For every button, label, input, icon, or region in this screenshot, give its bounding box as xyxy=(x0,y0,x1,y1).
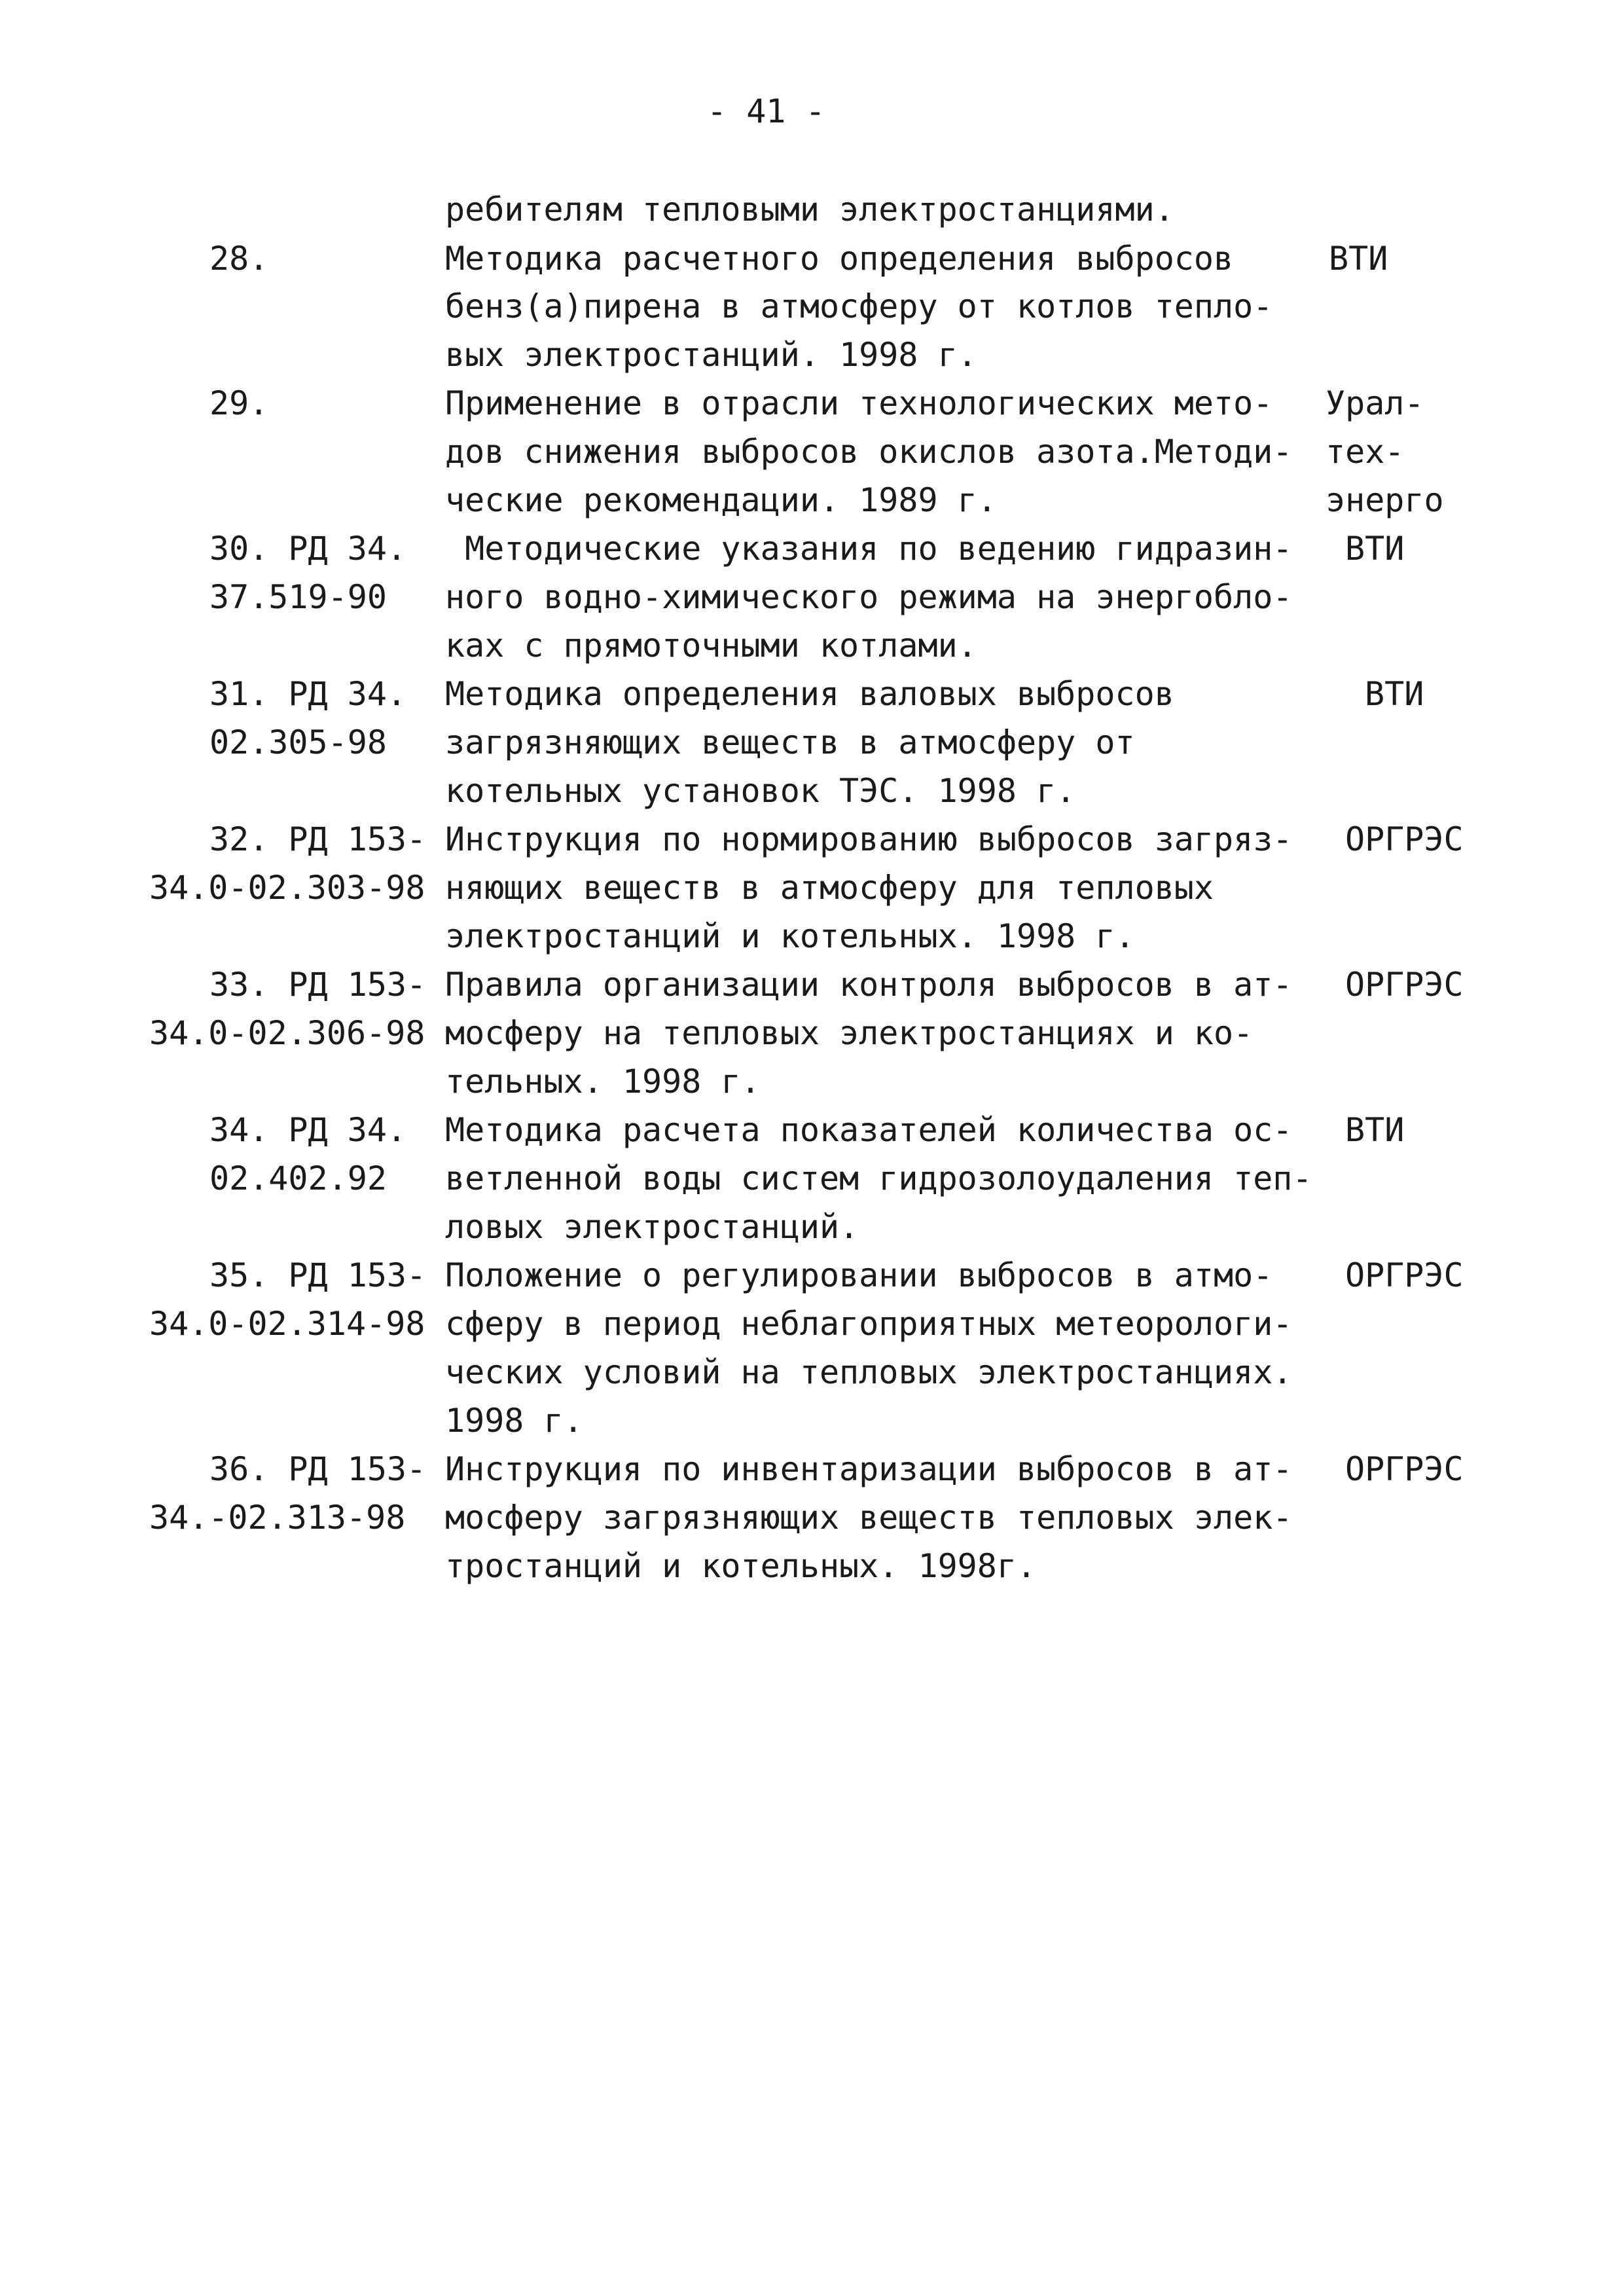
entry-description: Методика определения валовых выбросов xyxy=(445,675,1174,713)
entry-description: вых электростанций. 1998 г. xyxy=(445,336,977,374)
entry-description: Инструкция по инвентаризации выбросов в ат- xyxy=(445,1450,1293,1488)
entry-number: 35. РД 153- xyxy=(209,1256,427,1294)
entry-organization: тех- xyxy=(1326,433,1405,471)
entry-organization: ВТИ xyxy=(1345,1111,1405,1149)
entry-organization: ОРГРЭС xyxy=(1345,1450,1464,1488)
entry-description: ческих условий на тепловых электростанциях. xyxy=(445,1353,1293,1391)
entry-number: 37.519-90 xyxy=(209,578,387,616)
entry-description: дов снижения выбросов окислов азота.Методи- xyxy=(445,433,1293,471)
entry-description: ного водно-химического режима на энергобло- xyxy=(445,578,1293,616)
entry-number: 02.305-98 xyxy=(209,723,387,761)
entry-description: няющих веществ в атмосферу для тепловых xyxy=(445,869,1214,907)
entry-number: 30. РД 34. xyxy=(209,530,407,568)
entry-description: электростанций и котельных. 1998 г. xyxy=(445,917,1135,955)
entry-number: 34.0-02.314-98 xyxy=(149,1305,425,1343)
entry-description: ческие рекомендации. 1989 г. xyxy=(445,481,997,519)
entry-organization: ВТИ xyxy=(1329,240,1388,278)
entry-description: Правила организации контроля выбросов в ат- xyxy=(445,966,1293,1004)
entry-description: мосферу загрязняющих веществ тепловых элек- xyxy=(445,1499,1293,1537)
entry-description: котельных установок ТЭС. 1998 г. xyxy=(445,772,1076,810)
entry-description: Методика расчетного определения выбросов xyxy=(445,240,1234,278)
entry-number: 32. РД 153- xyxy=(209,820,427,858)
entry-organization: ВТИ xyxy=(1345,530,1405,568)
entry-number: 34.-02.313-98 xyxy=(149,1499,406,1537)
entry-number: 34.0-02.306-98 xyxy=(149,1014,425,1052)
entry-number: 34. РД 34. xyxy=(209,1111,407,1149)
entry-description: 1998 г. xyxy=(445,1402,583,1440)
continuation-text: ребителям тепловыми электростанциями. xyxy=(445,191,1174,228)
entry-number: 29. xyxy=(209,384,269,422)
entry-description: Методические указания по ведению гидразин- xyxy=(445,530,1293,568)
entry-organization: ОРГРЭС xyxy=(1345,1256,1464,1294)
entry-organization: ОРГРЭС xyxy=(1345,966,1464,1004)
entry-organization: Урал- xyxy=(1326,384,1424,422)
entry-description: ках с прямоточными котлами. xyxy=(445,627,977,665)
entry-description: ветленной воды систем гидрозолоудаления теп- xyxy=(445,1159,1312,1197)
entry-organization: энерго xyxy=(1326,481,1444,519)
entry-number: 02.402.92 xyxy=(209,1159,387,1197)
entry-organization: ВТИ xyxy=(1365,675,1424,713)
entry-description: тельных. 1998 г. xyxy=(445,1063,761,1101)
entry-number: 31. РД 34. xyxy=(209,675,407,713)
entry-number: 36. РД 153- xyxy=(209,1450,427,1488)
entry-number: 34.0-02.303-98 xyxy=(149,869,425,907)
entry-organization: ОРГРЭС xyxy=(1345,820,1464,858)
entry-description: Методика расчета показателей количества ос- xyxy=(445,1111,1293,1149)
entry-description: Положение о регулировании выбросов в атмо- xyxy=(445,1256,1273,1294)
entry-description: мосферу на тепловых электростанциях и ко- xyxy=(445,1014,1254,1052)
entry-description: Инструкция по нормированию выбросов загряз- xyxy=(445,820,1293,858)
entry-description: тростанций и котельных. 1998г. xyxy=(445,1547,1037,1585)
entry-number: 28. xyxy=(209,240,269,278)
entry-description: бенз(а)пирена в атмосферу от котлов тепло- xyxy=(445,287,1273,325)
entry-number: 33. РД 153- xyxy=(209,966,427,1004)
entry-description: ловых электростанций. xyxy=(445,1208,859,1246)
entry-description: Применение в отрасли технологических мето- xyxy=(445,384,1273,422)
entry-description: загрязняющих веществ в атмосферу от xyxy=(445,723,1135,761)
entry-description: сферу в период неблагоприятных метеорологи- xyxy=(445,1305,1293,1343)
page-number: - 41 - xyxy=(707,92,825,130)
